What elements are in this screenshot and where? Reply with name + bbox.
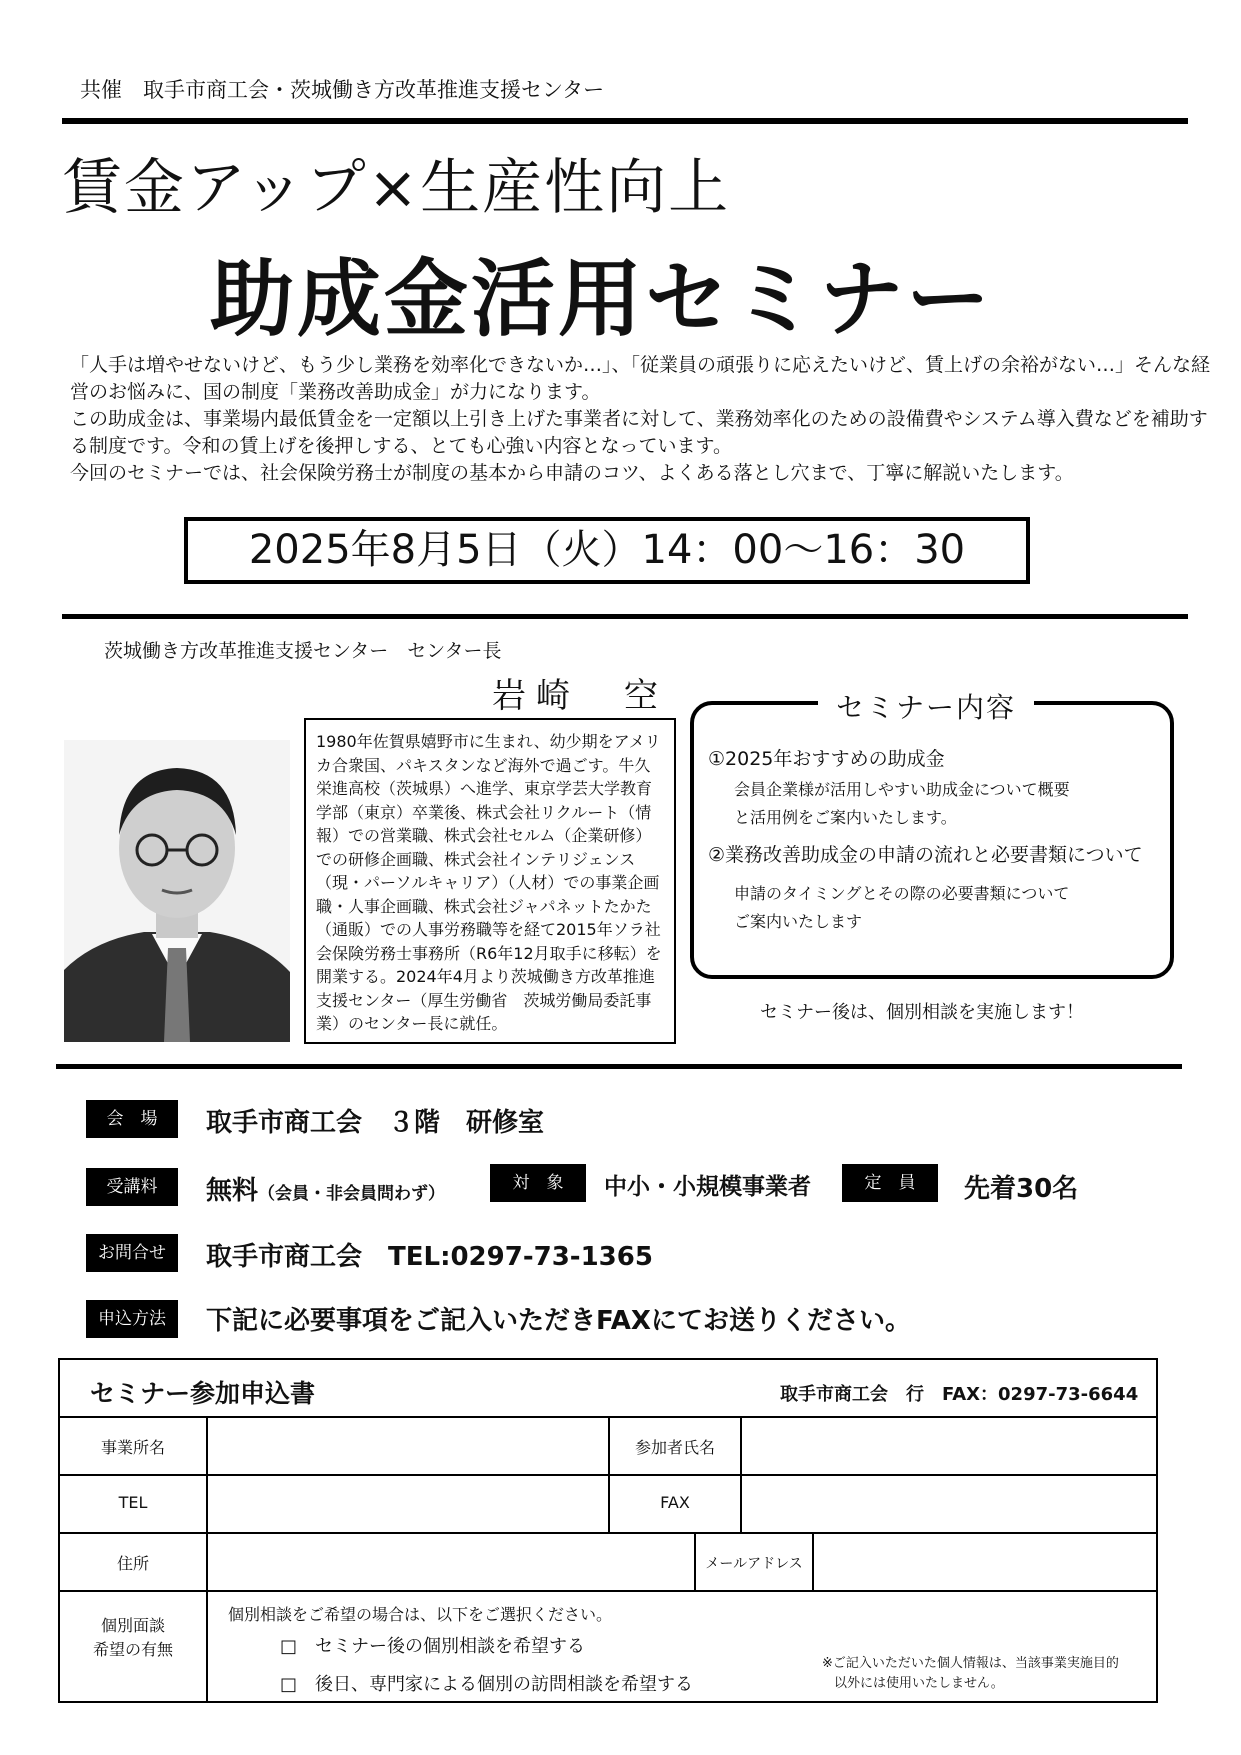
section-rule bbox=[56, 1064, 1182, 1069]
form-destination: 取手市商工会 行 FAX：0297-73-6644 bbox=[780, 1384, 1139, 1405]
tel-field[interactable] bbox=[210, 1478, 606, 1530]
fee-tag: 受講料 bbox=[86, 1168, 178, 1206]
content-item-heading: ①2025年おすすめの助成金 bbox=[708, 748, 945, 770]
form-line bbox=[740, 1416, 742, 1532]
page-title: 助成金活用セミナー bbox=[210, 250, 994, 348]
participant-field[interactable] bbox=[744, 1420, 1154, 1472]
apply-tag: 申込方法 bbox=[86, 1300, 178, 1338]
fax-field[interactable] bbox=[744, 1478, 1154, 1530]
consult-label-line: 希望の有無 bbox=[92, 1640, 173, 1659]
content-item-desc: 会員企業様が活用しやすい助成金について概要 bbox=[734, 780, 1070, 799]
capacity-tag: 定 員 bbox=[842, 1164, 938, 1202]
contact-value: 取手市商工会 TEL:0297-73-1365 bbox=[206, 1242, 653, 1272]
participant-label: 参加者氏名 bbox=[634, 1438, 715, 1457]
speaker-name: 岩崎 空 bbox=[492, 676, 668, 716]
top-rule bbox=[62, 118, 1188, 124]
intro-paragraph: この助成金は、事業場内最低賃金を一定額以上引き上げた事業者に対して、業務効率化のための設備費やシステム導入費などを補助する制度です。令和の賃上げを後押しする、とても心強い内容となっています。 bbox=[70, 408, 1208, 457]
target-value: 中小・小規模事業者 bbox=[604, 1174, 811, 1200]
person-photo-icon bbox=[64, 740, 290, 1042]
datetime-box: 2025年8月5日（火）14：00〜16：30 bbox=[184, 517, 1030, 584]
intro-text bbox=[70, 352, 1210, 487]
content-item-desc: 申請のタイミングとその際の必要書類について bbox=[734, 884, 1070, 903]
fee-note: （会員・非会員問わず） bbox=[258, 1184, 446, 1204]
address-label: 住所 bbox=[116, 1554, 149, 1573]
consult-label bbox=[60, 1614, 206, 1662]
capacity-value: 先着30名 bbox=[964, 1174, 1079, 1204]
consult-prompt: 個別相談をご希望の場合は、以下をご選択ください。 bbox=[228, 1605, 613, 1624]
form-line bbox=[58, 1590, 1158, 1592]
form-line bbox=[812, 1532, 814, 1590]
tel-label: TEL bbox=[118, 1493, 148, 1512]
title-line1: 賃金アップ×生産性向上 bbox=[62, 153, 731, 223]
contact-tag: お問合せ bbox=[86, 1234, 178, 1272]
apply-value: 下記に必要事項をご記入いただきFAXにてお送りください。 bbox=[206, 1306, 911, 1336]
content-item-desc: と活用例をご案内いたします。 bbox=[734, 808, 957, 827]
form-line bbox=[608, 1416, 610, 1532]
intro-paragraph: 今回のセミナーでは、社会保険労務士が制度の基本から申請のコツ、よくある落とし穴まで、丁寧に解説いたします。 bbox=[70, 462, 1074, 484]
form-title: セミナー参加申込書 bbox=[90, 1379, 316, 1408]
content-item-heading: ②業務改善助成金の申請の流れと必要書類について bbox=[708, 844, 1143, 866]
address-field[interactable] bbox=[210, 1536, 692, 1588]
email-field[interactable] bbox=[816, 1536, 1154, 1588]
office-label: 事業所名 bbox=[100, 1438, 165, 1457]
section-rule bbox=[62, 614, 1188, 619]
speaker-bio: 1980年佐賀県嬉野市に生まれ、幼少期をアメリカ合衆国、パキスタンなど海外で過ごす。牛久栄進高校（茨城県）へ進学、東京学芸大学教育学部（東京）卒業後、株式会社リクルート（情報）での営業職、株式会社セルム（企業研修）での研修企画職、株式会社インテリジェンス（現・パーソルキャリア）（人材）での事業企画職・人事企画職、株式会社ジャパネットたかた（通販）での人事労務職等を経て2015年ソラ社会保険労務士事務所（R6年12月取手に移転）を開業する。2024年4月より茨城働き方改革推進支援センター（厚生労働省 茨城労働局委託事業）のセンター長に就任。 bbox=[304, 718, 676, 1044]
consult-option-after-seminar[interactable]: □ セミナー後の個別相談を希望する bbox=[280, 1636, 586, 1657]
after-seminar-note: セミナー後は、個別相談を実施します！ bbox=[760, 1002, 1084, 1023]
office-field[interactable] bbox=[210, 1420, 606, 1472]
venue-tag: 会 場 bbox=[86, 1100, 178, 1138]
fee-amount: 無料 bbox=[206, 1176, 259, 1206]
privacy-note-line: 以外には使用いたしません。 bbox=[834, 1676, 1004, 1691]
consult-option-visit[interactable]: □ 後日、専門家による個別の訪問相談を希望する bbox=[280, 1674, 694, 1695]
speaker-photo bbox=[64, 740, 290, 1042]
speaker-org: 茨城働き方改革推進支援センター センター長 bbox=[104, 640, 502, 662]
privacy-note bbox=[822, 1654, 1119, 1694]
fee-value bbox=[206, 1170, 445, 1207]
form-line bbox=[206, 1416, 208, 1703]
fax-label: FAX bbox=[660, 1493, 690, 1512]
form-line bbox=[58, 1532, 1158, 1534]
cohost-text: 共催 取手市商工会・茨城働き方改革推進支援センター bbox=[80, 78, 605, 102]
target-tag: 対 象 bbox=[490, 1164, 586, 1202]
consult-label-line: 個別面談 bbox=[100, 1616, 165, 1635]
email-label: メールアドレス bbox=[705, 1556, 803, 1572]
content-item-desc: ご案内いたします bbox=[734, 912, 863, 931]
seminar-contents-title: セミナー内容 bbox=[818, 686, 1034, 726]
intro-paragraph: 「人手は増やせないけど、もう少し業務を効率化できないか…」、「従業員の頑張りに応えたいけど、賃上げの余裕がない…」そんな経営のお悩みに、国の制度「業務改善助成金」が力になります。 bbox=[70, 354, 1211, 403]
venue-value: 取手市商工会 ３階 研修室 bbox=[206, 1108, 545, 1138]
privacy-note-line: ※ご記入いただいた個人情報は、当該事業実施目的 bbox=[822, 1656, 1119, 1671]
